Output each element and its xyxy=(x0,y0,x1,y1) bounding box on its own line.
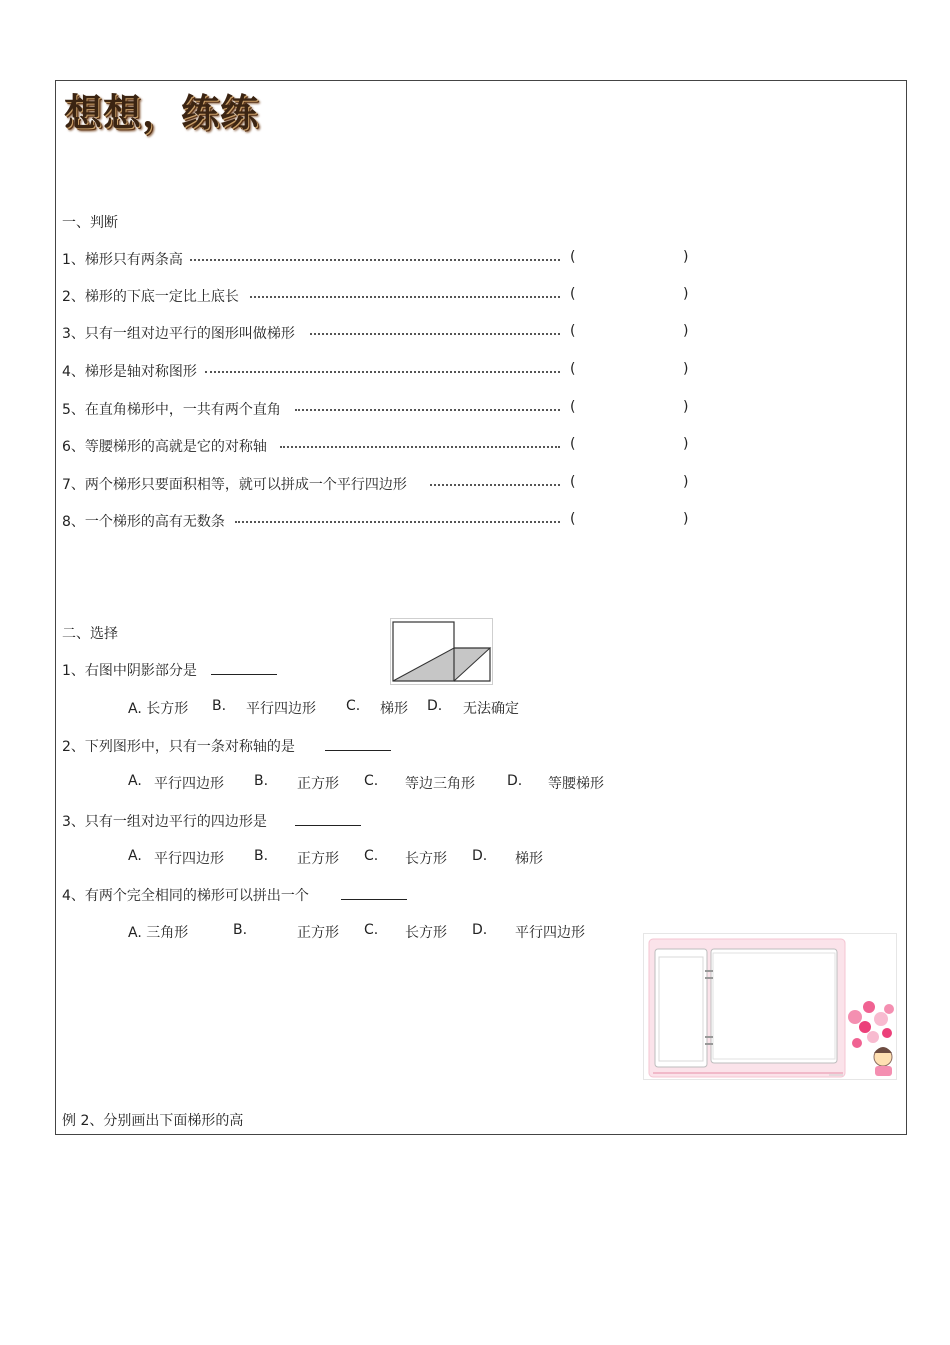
judge-item: 8、一个梯形的高有无数条 ( ) xyxy=(62,511,689,530)
option-d-letter: D. xyxy=(472,922,488,938)
option-c-letter: C. xyxy=(364,848,379,864)
leader-dots xyxy=(250,296,560,298)
leader-dots xyxy=(310,333,560,335)
section-heading-judge: 一、判断 xyxy=(62,215,118,231)
option-d: 梯形 xyxy=(515,851,543,867)
leader-dots xyxy=(295,409,560,411)
choice-question-2: 2、下列图形中，只有一条对称轴的是 xyxy=(62,736,391,756)
decorative-notebook-image xyxy=(643,933,898,1085)
judge-item: 2、梯形的下底一定比上底长 ( ) xyxy=(62,286,689,305)
judge-item: 4、梯形是轴对称图形 ( ) xyxy=(62,361,689,380)
choice-question-4: 4、有两个完全相同的梯形可以拼出一个 xyxy=(62,885,407,905)
option-a-letter: A. xyxy=(128,773,142,789)
choice-question-1: 1、右图中阴影部分是 xyxy=(62,660,277,680)
option-b-letter: B. xyxy=(254,848,269,864)
option-d-letter: D. xyxy=(507,773,523,789)
example-heading: 例 2、分别画出下面梯形的高 xyxy=(62,1113,244,1129)
option-b-letter: B. xyxy=(233,922,248,938)
judge-item: 3、只有一组对边平行的图形叫做梯形 ( ) xyxy=(62,323,689,342)
option-c-letter: C. xyxy=(346,698,361,714)
answer-blank[interactable] xyxy=(341,885,407,900)
option-c: 等边三角形 xyxy=(405,776,475,792)
option-b: 正方形 xyxy=(297,776,339,792)
option-a: A. 三角形 xyxy=(128,925,189,941)
option-a: 平行四边形 xyxy=(154,776,224,792)
option-d: 无法确定 xyxy=(463,701,519,717)
option-a: A. 长方形 xyxy=(128,701,189,717)
leader-dots xyxy=(280,446,560,448)
option-d-letter: D. xyxy=(427,698,443,714)
judge-item: 7、两个梯形只要面积相等，就可以拼成一个平行四边形 ( ) xyxy=(62,474,689,493)
option-b: 正方形 xyxy=(297,851,339,867)
section-heading-choice: 二、选择 xyxy=(62,626,118,642)
page-title: 想想，练练 xyxy=(64,90,260,135)
option-a: 平行四边形 xyxy=(154,851,224,867)
option-b-letter: B. xyxy=(212,698,227,714)
leader-dots xyxy=(235,521,560,523)
option-d: 等腰梯形 xyxy=(548,776,604,792)
option-c: 梯形 xyxy=(380,701,408,717)
option-d-letter: D. xyxy=(472,848,488,864)
answer-blank[interactable] xyxy=(211,660,277,675)
judge-item: 6、等腰梯形的高就是它的对称轴 ( ) xyxy=(62,436,689,455)
option-c-letter: C. xyxy=(364,922,379,938)
option-c: 长方形 xyxy=(405,925,447,941)
option-b-letter: B. xyxy=(254,773,269,789)
answer-blank[interactable] xyxy=(325,736,391,751)
option-a-letter: A. xyxy=(128,848,142,864)
option-c: 长方形 xyxy=(405,851,447,867)
leader-dots xyxy=(430,484,560,486)
answer-blank[interactable] xyxy=(295,811,361,826)
trapezoid-figure xyxy=(390,618,494,690)
option-d: 平行四边形 xyxy=(515,925,585,941)
option-c-letter: C. xyxy=(364,773,379,789)
leader-dots xyxy=(190,259,560,261)
option-b: 平行四边形 xyxy=(246,701,316,717)
choice-question-3: 3、只有一组对边平行的四边形是 xyxy=(62,811,361,831)
leader-dots xyxy=(205,371,560,373)
option-b: 正方形 xyxy=(297,925,339,941)
judge-item: 1、梯形只有两条高 ( ) xyxy=(62,249,689,268)
judge-item: 5、在直角梯形中，一共有两个直角 ( ) xyxy=(62,399,689,418)
